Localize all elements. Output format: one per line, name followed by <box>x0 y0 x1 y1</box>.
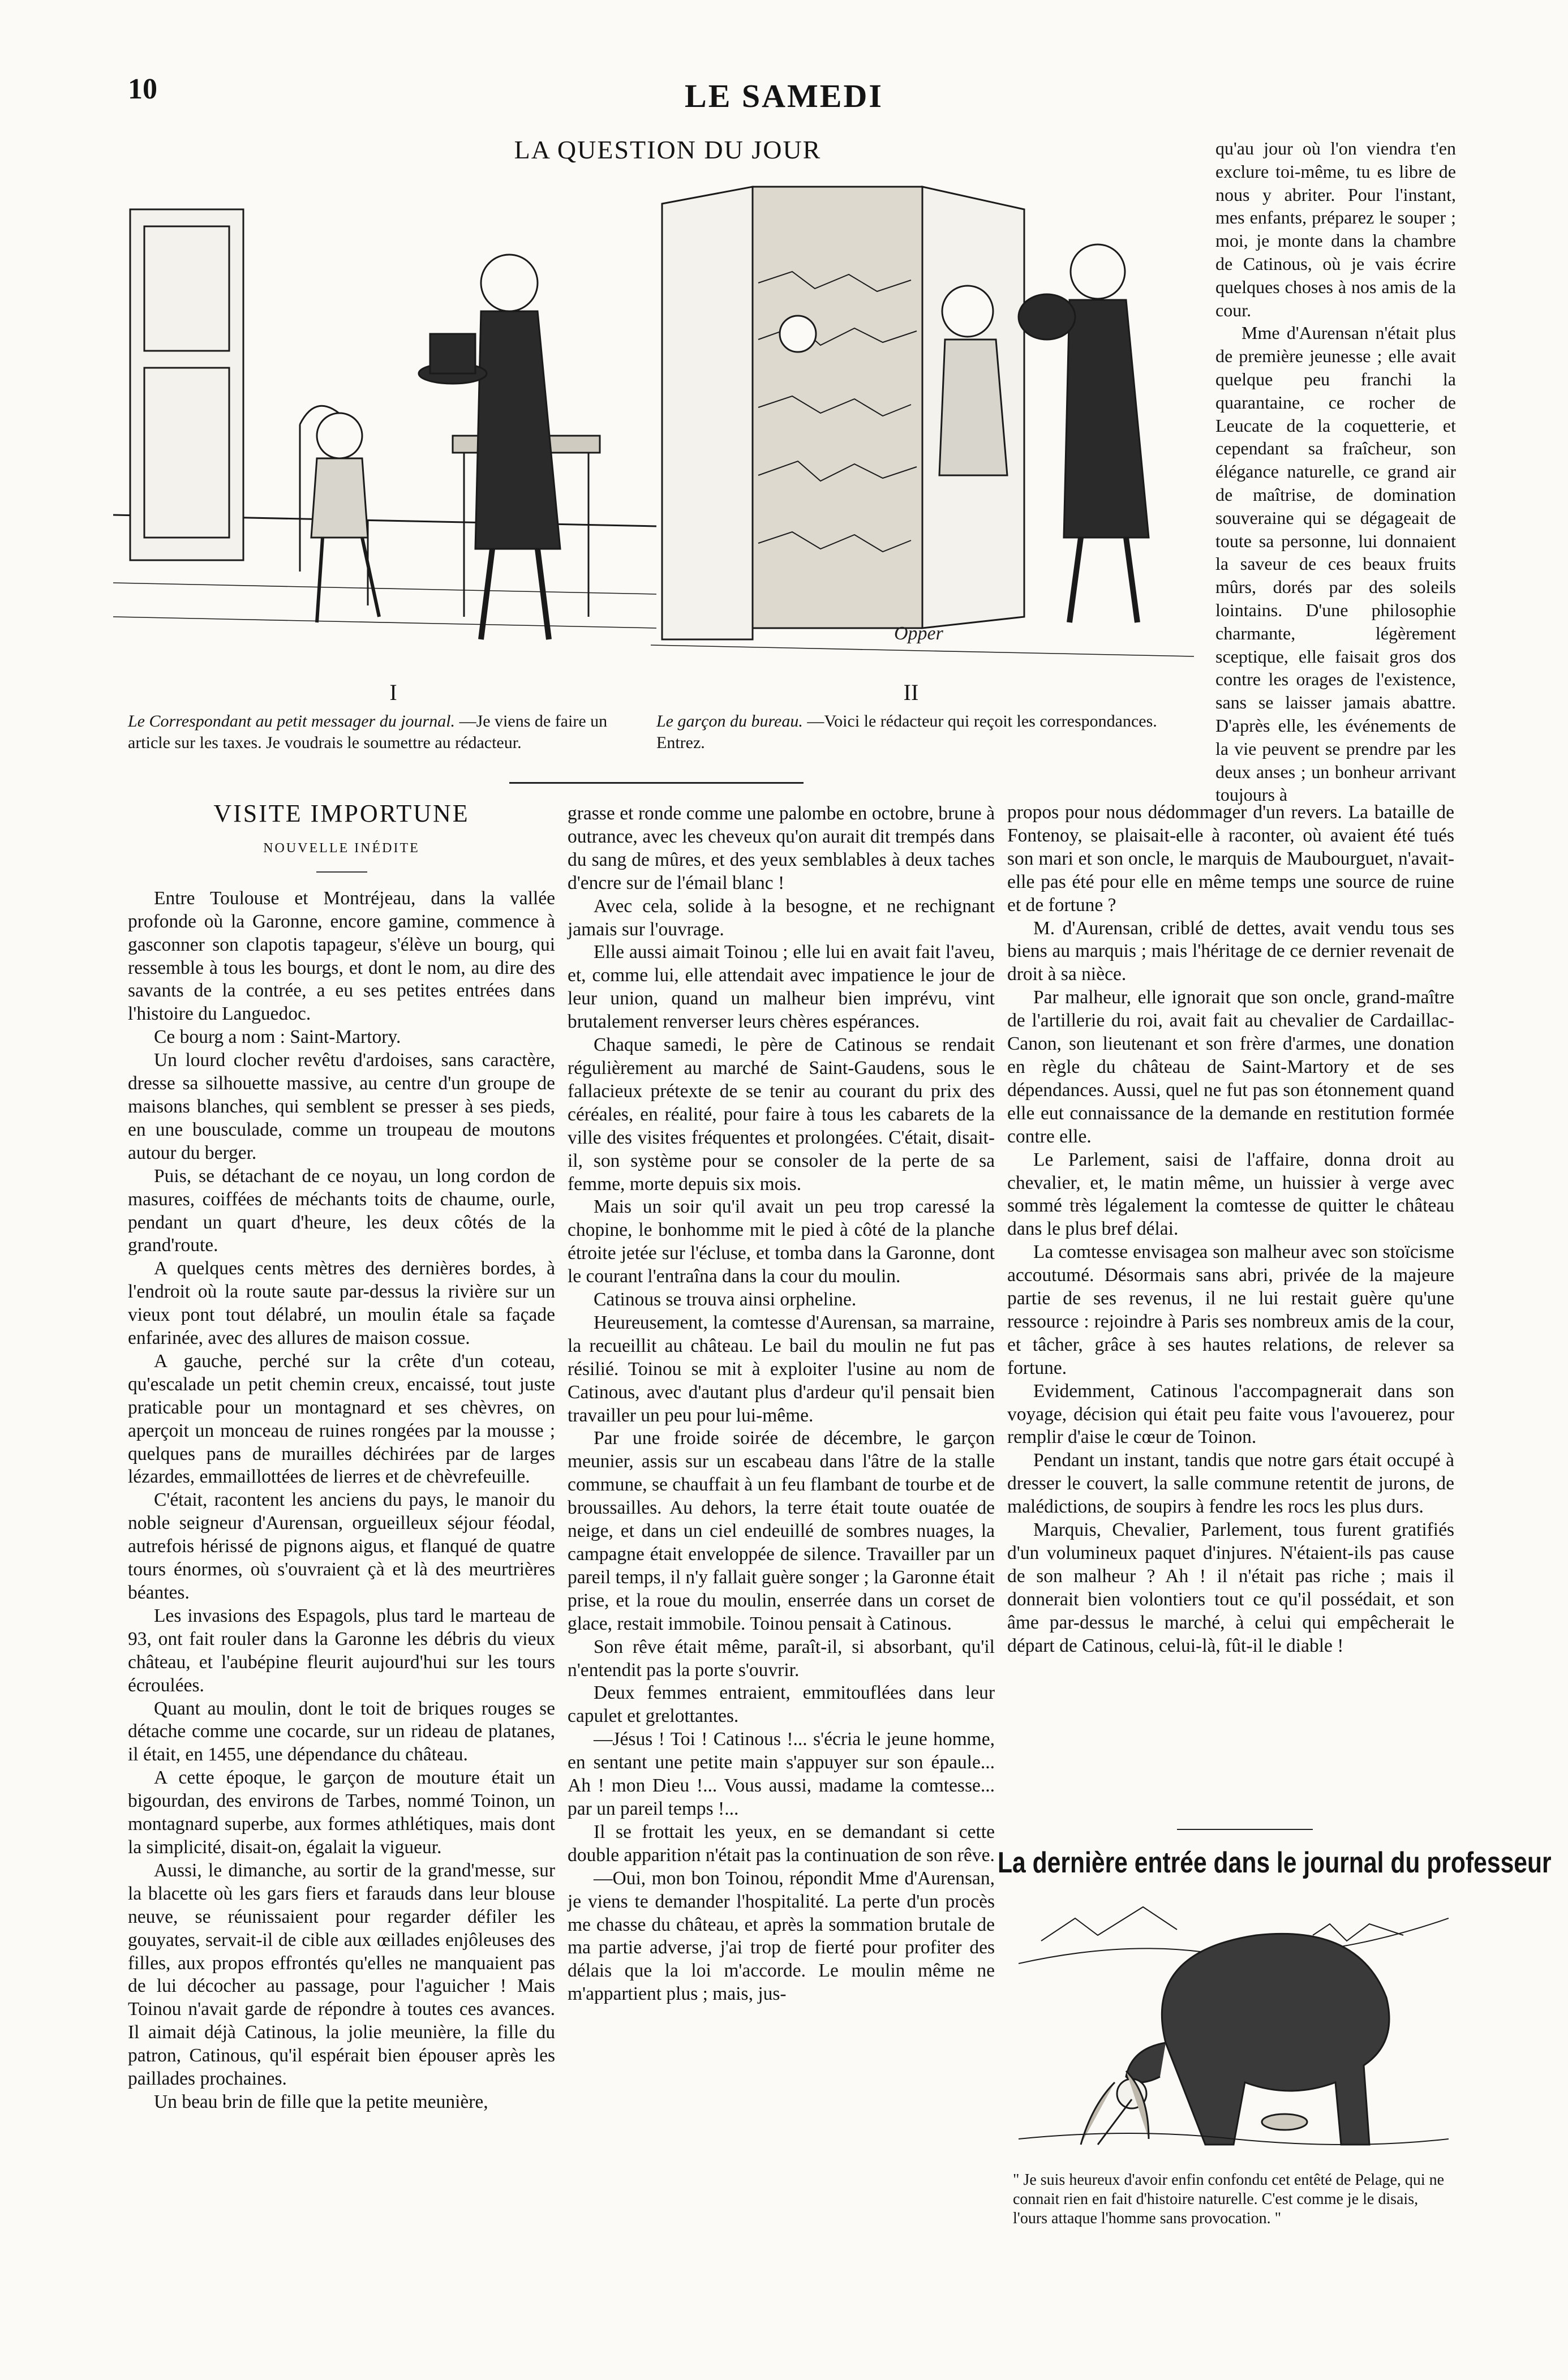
paragraph: Un beau brin de fille que la petite meunière, <box>154 2091 488 2112</box>
paragraph: Ce bourg a nom : Saint-Martory. <box>154 1026 401 1048</box>
paragraph: Mme d'Aurensan n'était plus de première jeunesse ; elle avait quelque peu franchi la quarantaine, ce rocher de Leucate de la coquetterie, et cependant sa fraîcheur, son élégance naturelle, ce grand air de maîtrise, de domination souveraine qui se dégageait de toute sa personne, lui donnaient la saveur de ces beaux fruits mûrs, dorés par des soleils lointains. D'une philosophie charmante, légèrement sceptique, elle faisait gros dos contre les orages de l'existence, sans se laisser jamais abattre. D'après elle, les événements de la vie peuvent se prendre par les deux anses ; un bonheur arrivant toujours à <box>1215 323 1456 805</box>
story-column-3 <box>1007 801 1454 1658</box>
panel-2-caption <box>656 711 1194 754</box>
paragraph: Elle aussi aimait Toinou ; elle lui en avait fait l'aveu, et, comme lui, elle attendait avec impatience le jour de leur union, quand un malheur bien imprévu, vint brutalement renverser leurs chères espérances. <box>568 942 995 1033</box>
panel-2-caption-speaker: Le garçon du bureau. <box>656 712 803 731</box>
paragraph: Deux femmes entraient, emmitouflées dans leur capulet et grelottantes. <box>568 1682 995 1727</box>
paragraph: Evidemment, Catinous l'accompagnerait dans son voyage, décision qui était peu faite vous l'avouerez, pour remplir d'aise le cœur de Toinon. <box>1007 1380 1454 1448</box>
paragraph: Pendant un instant, tandis que notre gars était occupé à dresser le couvert, la salle commune retentit de jurons, de malédictions, de soupirs à fendre les rocs les plus durs. <box>1007 1450 1454 1518</box>
story-subtitle: NOUVELLE INÉDITE <box>263 840 420 856</box>
cartoon-bottom-rule <box>509 782 804 784</box>
paragraph: Marquis, Chevalier, Parlement, tous furent gratifiés d'un volumineux paquet d'injures. N'étaient-ils pas cause de son malheur ? Ah ! il n'était pas riche ; mais il donnerait bien volontiers tout ce qu'il possédait, et son âme par-dessus le marché, à celui qui empêcherait le départ de Catinous, celui-là, fût-il le diable ! <box>1007 1519 1454 1656</box>
cartoon-signature: Opper <box>894 623 943 644</box>
story-column-2 <box>568 802 995 2319</box>
paragraph: La comtesse envisagea son malheur avec son stoïcisme accoutumé. Désormais sans abri, privée de la majeure partie de ses revenus, il ne lui restait guère qu'une ressource : rejoindre à Paris ses nombreux amis de la cour, et tâcher, grâce à ses hautes relations, de relever sa fortune. <box>1007 1241 1454 1378</box>
paragraph: C'était, racontent les anciens du pays, le manoir du noble seigneur d'Aurensan, orgueilleux séjour féodal, autrefois hérissé de pignons aigus, et flanqué de quatre tours énormes, où s'ouvraient çà et là des meurtrières béantes. <box>128 1489 555 1603</box>
paragraph: Il se frottait les yeux, en se demandant si cette double apparition n'était pas la continuation de son rêve. <box>568 1821 995 1866</box>
paragraph: A cette époque, le garçon de mouture était un bigourdan, des environs de Tarbes, nommé Toinon, un montagnard superbe, aux formes athlétiques, mais dont la simplicité, disait-on, égalait la vigueur. <box>128 1767 555 1858</box>
paragraph: Le Parlement, saisi de l'affaire, donna droit au chevalier, et, le matin même, un huissier à verge avec sommé très légalement la comtesse de quitter le château dans le plus bref délai. <box>1007 1149 1454 1240</box>
paragraph: A gauche, perché sur la crête d'un coteau, qu'escalade un petit chemin creux, encaissé, tout juste praticable pour un montagnard et ses chèvres, on aperçoit un monceau de ruines rongées par la mousse ; quelques pans de murailles déchirées par de larges lézardes, emmaillottées de lierres et de chèvrefeuille. <box>128 1350 555 1488</box>
paragraph: Heureusement, la comtesse d'Aurensan, sa marraine, la recueillit au château. Le bail du moulin ne fut pas résilié. Toinou se mit à exploiter l'usine au nom de Catinous, avec d'autant plus d'ardeur qu'il pensait bien travailler un peu pour lui-même. <box>568 1312 995 1426</box>
page-number: 10 <box>128 73 157 105</box>
paragraph: Mais un soir qu'il avait un peu trop caressé la chopine, le bonhomme mit le pied à côté de la planche étroite jetée sur l'écluse, et tomba dans la Garonne, dont le courant l'entraîna dans la cour du moulin. <box>568 1196 995 1287</box>
panel-1-caption-text: —Je viens de faire un article sur les taxes. Je voudrais le soumettre au rédacteur. <box>128 712 608 752</box>
paragraph: Son rêve était même, paraît-il, si absorbant, qu'il n'entendit pas la porte s'ouvrir. <box>568 1636 995 1681</box>
cartoon-panel-2-illustration <box>651 170 1194 662</box>
paragraph: Chaque samedi, le père de Catinous se rendait régulièrement au marché de Saint-Gaudens, sous le fallacieux prétexte de se tenir au courant du prix des céréales, en réalité, pour faire à tous les cabarets de la ville des visites fréquentes et prolongées. C'était, disait-il, son système pour se consoler de la perte de sa femme, morte depuis six mois. <box>568 1034 995 1195</box>
paragraph: Les invasions des Espagols, plus tard le marteau de 93, ont fait rouler dans la Garonne les débris du vieux château, et l'aubépine fleurit aujourd'hui sur les tours écroulées. <box>128 1605 555 1696</box>
bear-illustration <box>1019 1890 1449 2156</box>
paragraph: Catinous se trouva ainsi orpheline. <box>594 1289 857 1311</box>
paragraph: A quelques cents mètres des dernières bordes, à l'endroit où la route saute par-dessus la rivière sur un vieux pont tout délabré, un moulin étale sa façade enfarinée, avec des allures de maison cossue. <box>128 1258 555 1349</box>
bear-box-title: La dernière entrée dans le journal du professeur <box>998 1846 1552 1879</box>
bear-caption: " Je suis heureux d'avoir enfin confondu cet entêté de Pelage, qui ne connait rien en fait d'histoire naturelle. C'est comme je le disais, l'ours attaque l'homme sans provocation. " <box>1013 2171 1445 2227</box>
paragraph: Quant au moulin, dont le toit de briques rouges se détache comme une cocarde, sur un rideau de platanes, il était, en 1455, une dépendance du château. <box>128 1698 555 1765</box>
story-column-1 <box>128 802 555 2319</box>
paragraph: Un lourd clocher revêtu d'ardoises, sans caractère, dresse sa silhouette massive, au centre d'un groupe de maisons blanches, qui semblent se presser à ses pieds, en une bousculade, comme un troupeau de moutons autour du berger. <box>128 1050 555 1163</box>
paragraph: —Jésus ! Toi ! Catinous !... s'écria le jeune homme, en sentant une petite main s'appuyer sur son épaule... Ah ! mon Dieu !... Vous aussi, madame la comtesse... par un pareil temps !... <box>568 1729 995 1819</box>
paragraph: —Oui, mon bon Toinou, répondit Mme d'Aurensan, je viens te demander l'hospitalité. La perte d'un procès me chasse du château, et après la sommation brutale de ma partie adverse, j'ai trop de fierté pour profiter des délais que la loi m'accorde. Le moulin même ne m'appartient plus ; mais, jus- <box>568 1867 995 2005</box>
paragraph: grasse et ronde comme une palombe en octobre, brune à outrance, avec les cheveux qu'on aurait dit trempés dans du sang de mûres, et des yeux semblables à deux taches d'encre sur de l'émail blanc ! <box>568 803 995 893</box>
story-title: VISITE IMPORTUNE <box>213 800 470 827</box>
paragraph: Par malheur, elle ignorait que son oncle, grand-maître de l'artillerie du roi, avait fait au chevalier de Cardaillac-Canon, son lieutenant et son frère d'armes, une donation en règle du château de Saint-Martory et de ses dépendances. Aussi, quel ne fut pas son étonnement quand elle eut connaissance de la demande en restitution formée contre elle. <box>1007 987 1454 1147</box>
paragraph: Entre Toulouse et Montréjeau, dans la vallée profonde où la Garonne, encore gamine, commence à gasconner son clapotis tapageur, s'élève un bourg, qui ressemble à tous les bourgs, et dont le nom, au dire des savants de la contrée, a eu ses petites entrées dans l'histoire du Languedoc. <box>128 887 555 1025</box>
cartoon-title: LA QUESTION DU JOUR <box>514 135 822 164</box>
story-column-3-top <box>1215 137 1456 806</box>
paragraph: Avec cela, solide à la besogne, et ne rechignant jamais sur l'ouvrage. <box>568 895 995 940</box>
masthead: LE SAMEDI <box>685 78 883 114</box>
bear-box-top-rule <box>1177 1829 1313 1830</box>
panel-1-caption-speaker: Le Correspondant au petit messager du journal. <box>128 712 456 731</box>
panel-1-caption <box>128 711 626 754</box>
paragraph: Puis, se détachant de ce noyau, un long cordon de masures, coiffées de méchants toits de chaume, ourle, pendant un quart d'heure, les deux côtés de la grand'route. <box>128 1165 555 1256</box>
paragraph: propos pour nous dédommager d'un revers. La bataille de Fontenoy, se plaisait-elle à raconter, où avaient été tués son mari et son oncle, le marquis de Maubourguet, n'avait-elle pas été pour elle en même temps une source de ruine et de fortune ? <box>1007 802 1454 916</box>
panel-2-number: II <box>903 680 919 705</box>
paragraph: qu'au jour où l'on viendra t'en exclure toi-même, tu es libre de nous y abriter. Pour l'instant, mes enfants, préparez le souper ; moi, je monte dans la chambre de Catinous, où je vais écrire quelques choses à nos amis de la cour. <box>1215 138 1456 320</box>
cartoon-panel-1-illustration <box>113 187 656 662</box>
panel-2-caption-text: —Voici le rédacteur qui reçoit les correspondances. Entrez. <box>656 712 1157 752</box>
paragraph: Par une froide soirée de décembre, le garçon meunier, assis sur un escabeau dans l'âtre de la stalle commune, se chauffait à un feu flambant de tourbe et de broussailles. Au dehors, la terre était toute ouatée de neige, et dans un ciel endeuillé de sombres nuages, la campagne était enveloppée de silence. Travailler par un pareil temps, il n'y fallait guère songer ; la Garonne était prise, et la roue du moulin, enserrée dans un corset de glace, restait immobile. Toinou pensait à Catinous. <box>568 1428 995 1634</box>
title-rule <box>316 871 367 873</box>
paragraph: M. d'Aurensan, criblé de dettes, avait vendu tous ses biens au marquis ; mais l'héritage de ce dernier revenait de droit à sa nièce. <box>1007 917 1454 985</box>
panel-1-number: I <box>389 680 397 705</box>
paragraph: Aussi, le dimanche, au sortir de la grand'messe, sur la blacette où les gars fiers et farauds dans leur blouse neuve, se réunissaient pour regarder défiler les gouyates, servait-il de cible aux œillades enjôleuses des filles, aux propos effrontés qu'elles ne manquaient pas de lui décocher au passage, pour l'aguicher ! Mais Toinou n'avait garde de répondre à toutes ces avances. Il aimait déjà Catinous, la jolie meunière, la fille du patron, Catinous, qu'il espérait bien épouser après les paillades prochaines. <box>128 1859 555 2090</box>
